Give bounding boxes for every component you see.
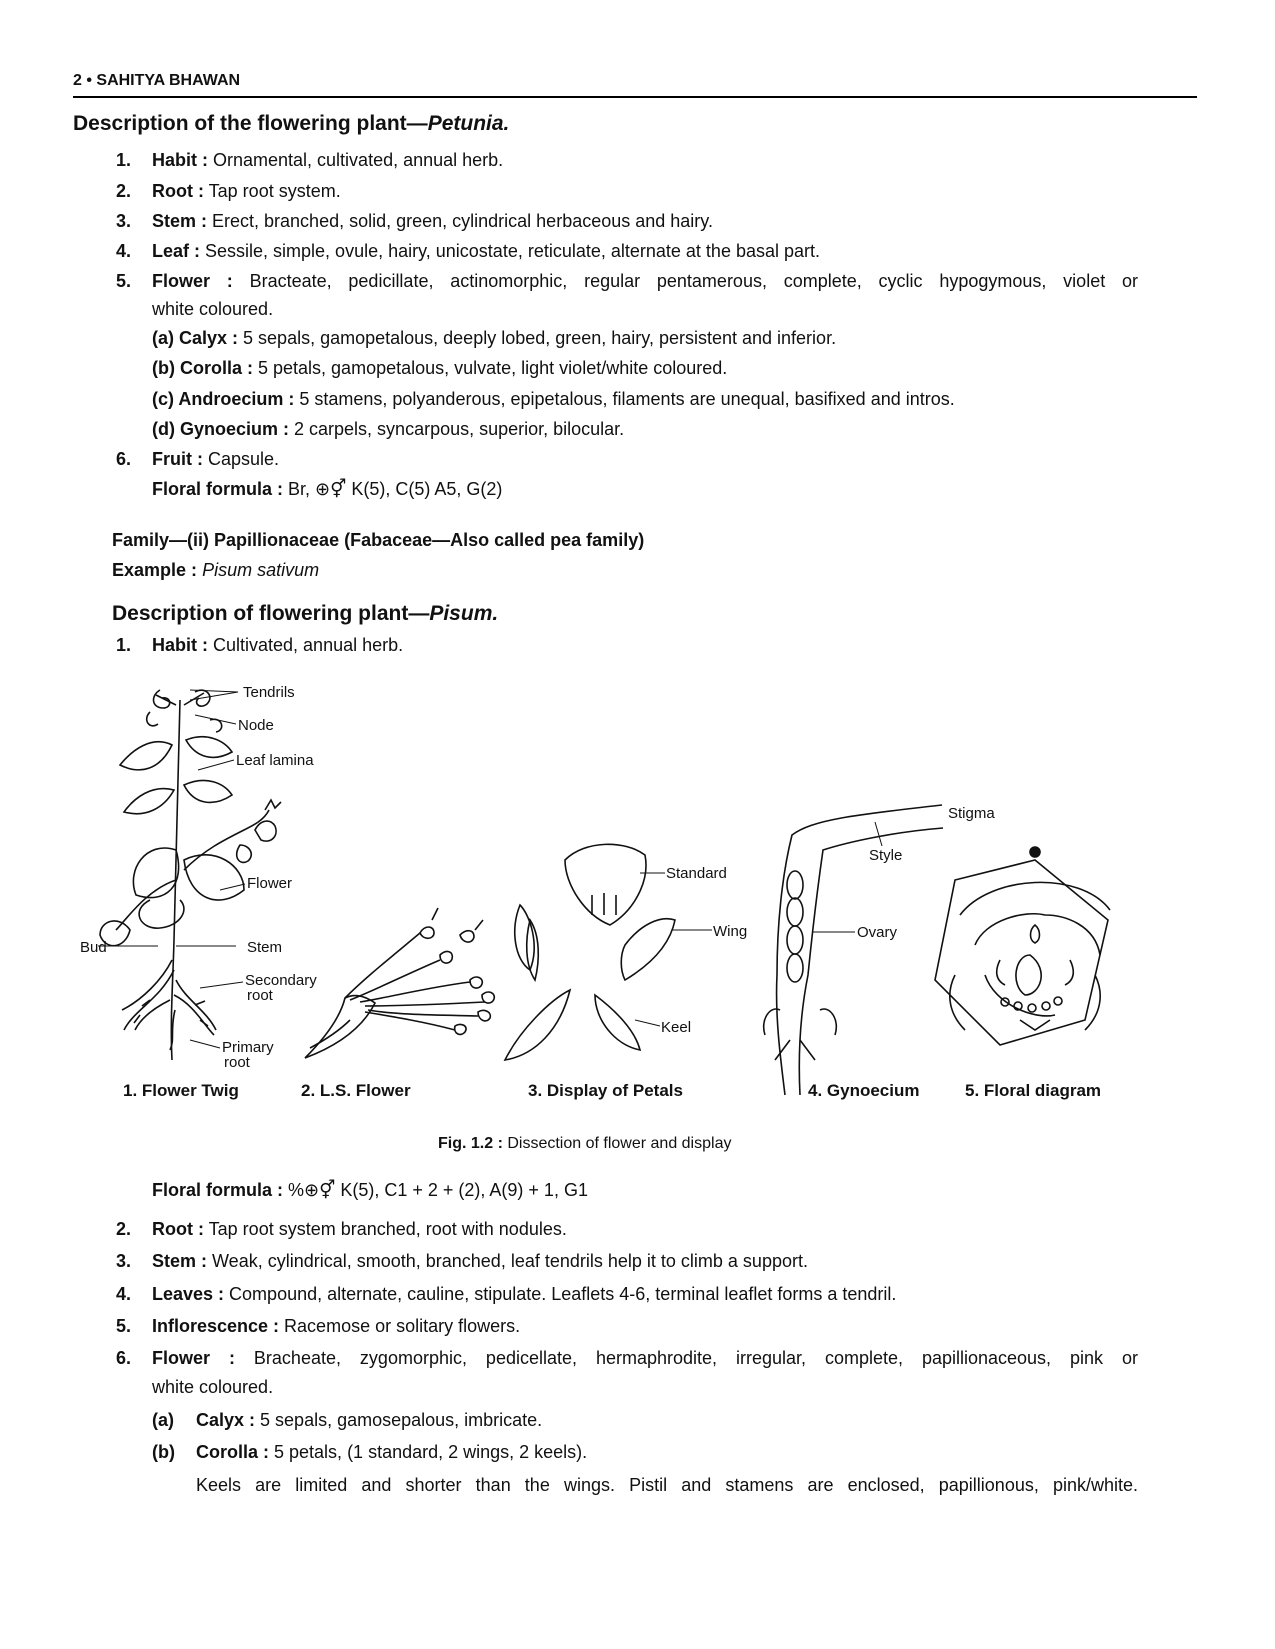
petunia-heading: Description of the flowering plant—Petunia. <box>73 112 510 135</box>
item-number: 5. <box>116 271 132 291</box>
pisum-flower-line-cont: white coloured. <box>152 1377 274 1397</box>
family-heading: Family—(ii) Papillionaceae (Fabaceae—Also called pea family) <box>112 530 645 550</box>
gynoecium-illustration <box>764 805 943 1095</box>
stem-line: Stem : Erect, branched, solid, green, cylindrical herbaceous and hairy. <box>152 211 713 231</box>
pisum-flower-line: Flower : Bracheate, zygomorphic, pedicellate, hermaphrodite, irregular, complete, papillionaceous, pink or <box>152 1348 1138 1368</box>
pisum-floral-formula: Floral formula : %⊕⚥ K(5), C1 + 2 + (2), A(9) + 1, G1 <box>152 1180 588 1200</box>
androecium-line: (c) Androecium : 5 stamens, polyanderous, epipetalous, filaments are unequal, basifixed and intros. <box>152 389 955 409</box>
leaf-line: Leaf : Sessile, simple, ovule, hairy, unicostate, reticulate, alternate at the basal part. <box>152 241 821 261</box>
label-bud: Bud <box>80 939 107 956</box>
sub-letter: (b) <box>152 1442 175 1462</box>
root-line: Root : Tap root system. <box>152 181 341 201</box>
label-keel: Keel <box>661 1019 692 1036</box>
caption-display-of-petals: 3. Display of Petals <box>528 1081 683 1100</box>
label-standard: Standard <box>666 865 727 882</box>
example-line: Example : Pisum sativum <box>112 560 320 580</box>
label-secondary-root: Secondary <box>245 972 317 989</box>
item-number: 3. <box>116 1251 132 1271</box>
item-number: 6. <box>116 1348 132 1368</box>
label-node: Node <box>238 717 274 734</box>
caption-floral-diagram: 5. Floral diagram <box>965 1081 1102 1100</box>
calyx-line: (a) Calyx : 5 sepals, gamopetalous, deeply lobed, green, hairy, persistent and inferior. <box>152 328 837 348</box>
page-header: 2 • SAHITYA BHAWAN <box>73 72 241 89</box>
label-leaf-lamina: Leaf lamina <box>236 752 314 769</box>
caption-flower-twig: 1. Flower Twig <box>123 1081 239 1100</box>
gynoecium-line: (d) Gynoecium : 2 carpels, syncarpous, superior, bilocular. <box>152 419 625 439</box>
item-number: 1. <box>116 150 132 170</box>
item-number: 2. <box>116 1219 132 1239</box>
item-number: 6. <box>116 449 132 469</box>
pisum-inflorescence-line: Inflorescence : Racemose or solitary flowers. <box>152 1316 521 1336</box>
label-secondary-root-2: root <box>247 987 273 1004</box>
item-number: 2. <box>116 181 132 201</box>
item-number: 3. <box>116 211 132 231</box>
label-primary-root: Primary <box>222 1039 274 1056</box>
fruit-line: Fruit : Capsule. <box>152 449 280 469</box>
label-stigma: Stigma <box>948 805 995 822</box>
corolla-line: (b) Corolla : 5 petals, gamopetalous, vulvate, light violet/white coloured. <box>152 358 728 378</box>
flower-line: Flower : Bracteate, pedicillate, actinomorphic, regular pentamerous, complete, cyclic hypogymous, violet or <box>152 271 1138 291</box>
ls-flower-illustration <box>305 908 494 1058</box>
pisum-stem-line: Stem : Weak, cylindrical, smooth, branched, leaf tendrils help it to climb a support. <box>152 1251 808 1271</box>
pisum-root-line: Root : Tap root system branched, root with nodules. <box>152 1219 567 1239</box>
item-number: 5. <box>116 1316 132 1336</box>
pisum-leaves-line: Leaves : Compound, alternate, cauline, stipulate. Leaflets 4-6, terminal leaflet forms a tendril. <box>152 1284 897 1304</box>
floral-diagram-illustration <box>935 860 1110 1045</box>
label-wing: Wing <box>713 923 748 940</box>
item-number: 4. <box>116 1284 132 1304</box>
label-tendrils: Tendrils <box>243 684 295 701</box>
label-stem: Stem <box>247 939 283 956</box>
flower-line-cont: white coloured. <box>152 299 274 319</box>
pisum-habit-line: Habit : Cultivated, annual herb. <box>152 635 404 655</box>
label-flower: Flower <box>247 875 293 892</box>
label-ovary: Ovary <box>857 924 898 941</box>
pisum-heading: Description of flowering plant—Pisum. <box>112 602 499 625</box>
habit-line: Habit : Ornamental, cultivated, annual herb. <box>152 150 504 170</box>
pisum-corolla-line: Corolla : 5 petals, (1 standard, 2 wings, 2 keels). <box>196 1442 588 1462</box>
item-number: 4. <box>116 241 132 261</box>
pisum-calyx-line: Calyx : 5 sepals, gamosepalous, imbricate. <box>196 1410 543 1430</box>
keels-line: Keels are limited and shorter than the wings. Pistil and stamens are enclosed, papillionous, pink/white. <box>196 1475 1138 1495</box>
caption-gynoecium: 4. Gynoecium <box>808 1081 920 1100</box>
petunia-floral-formula: Floral formula : Br, ⊕⚥ K(5), C(5) A5, G(2) <box>152 479 503 499</box>
caption-ls-flower: 2. L.S. Flower <box>301 1081 411 1100</box>
item-number: 1. <box>116 635 132 655</box>
label-style: Style <box>869 847 903 864</box>
sub-letter: (a) <box>152 1410 174 1430</box>
floral-axis-dot <box>1030 847 1040 857</box>
label-primary-root-2: root <box>224 1054 250 1071</box>
figure-caption: Fig. 1.2 : Dissection of flower and display <box>438 1135 732 1152</box>
